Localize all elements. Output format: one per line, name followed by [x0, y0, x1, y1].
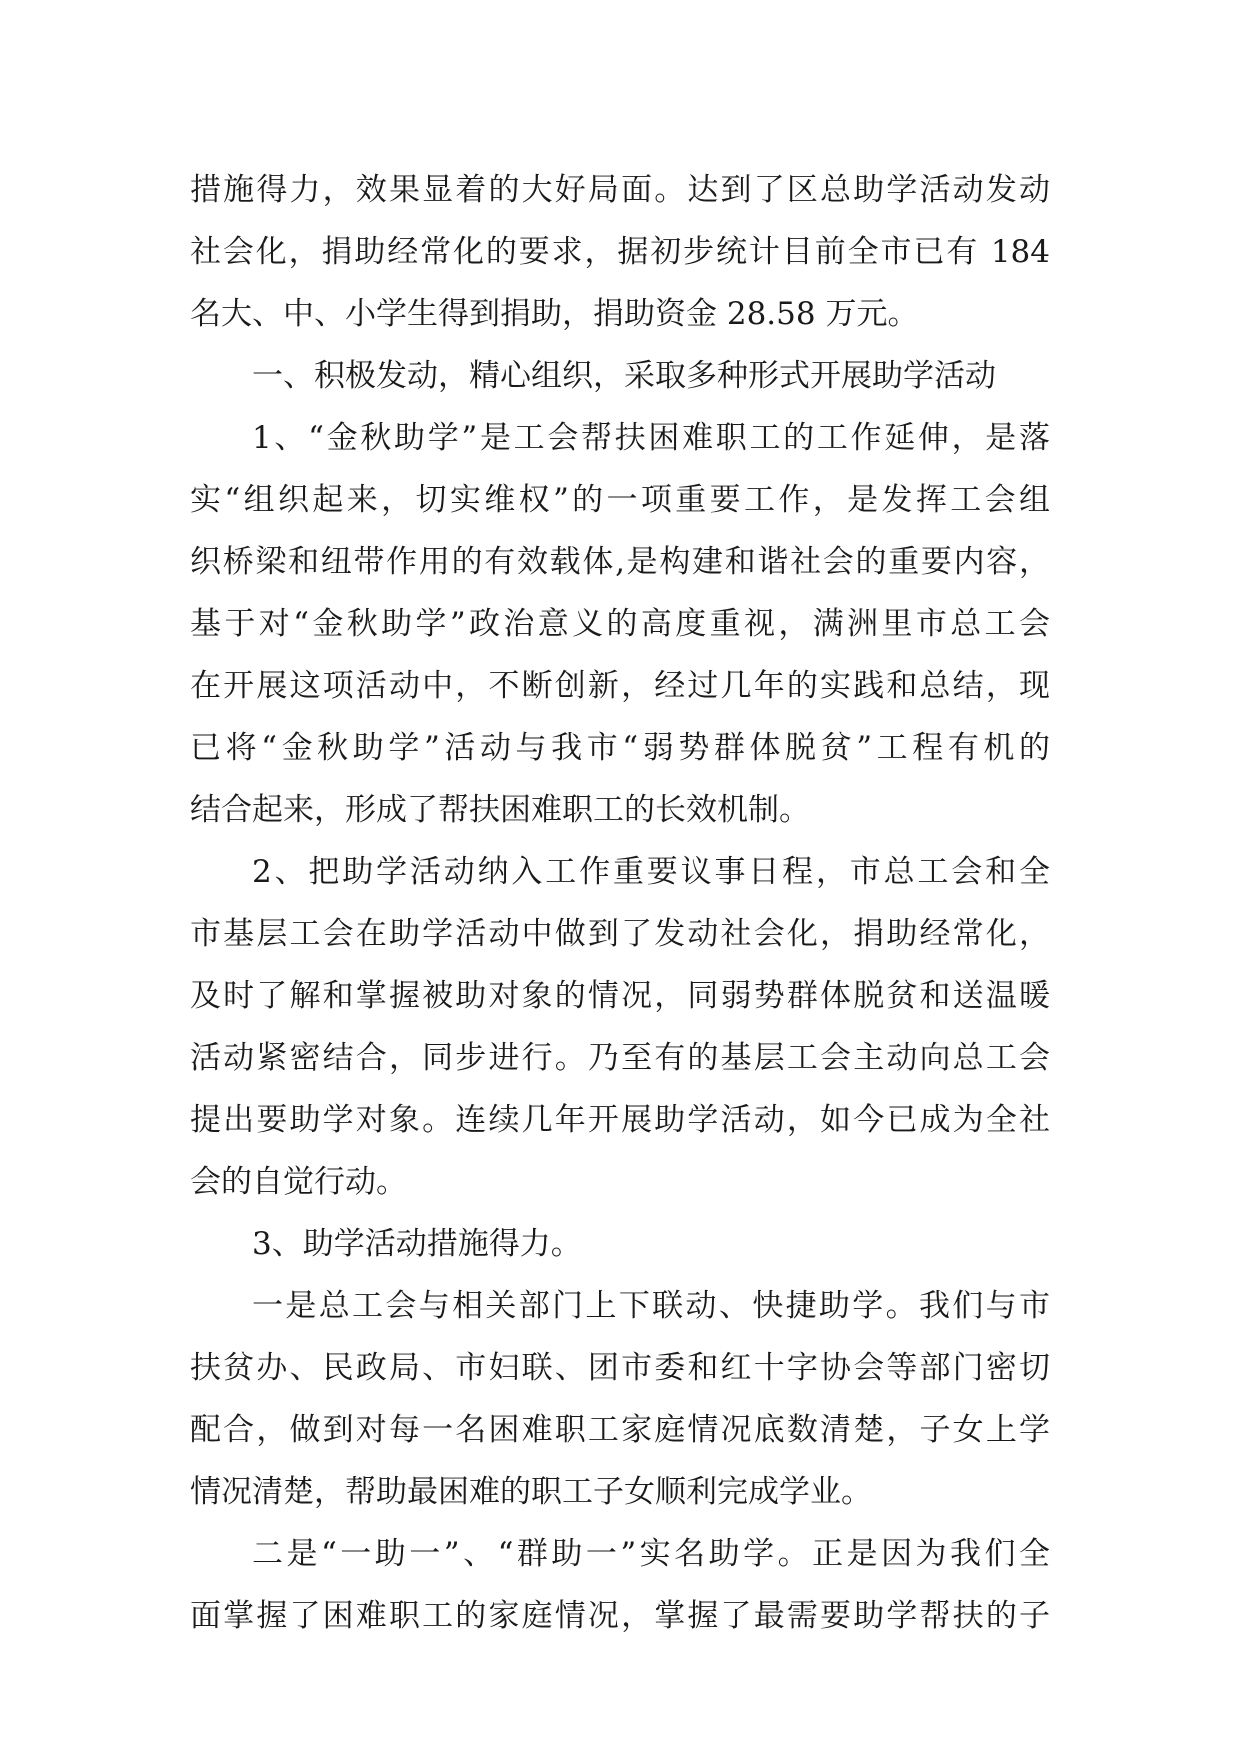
text-line: 情况清楚，帮助最困难的职工子女顺利完成学业。: [190, 1474, 872, 1510]
text-line: 织桥梁和纽带作用的有效载体,是构建和谐社会的重要内容，: [190, 544, 1050, 580]
text-line: 1、“金秋助学”是工会帮扶困难职工的工作延伸，是落: [252, 420, 1050, 456]
text-line: 基于对“金秋助学”政治意义的高度重视，满洲里市总工会: [190, 606, 1050, 642]
text-line: 一是总工会与相关部门上下联动、快捷助学。我们与市: [252, 1288, 1050, 1324]
text-line: 已将“金秋助学”活动与我市“弱势群体脱贫”工程有机的: [190, 730, 1050, 766]
text-line: 名大、中、小学生得到捐助，捐助资金 28.58 万元。: [190, 296, 919, 332]
text-line: 结合起来，形成了帮扶困难职工的长效机制。: [190, 792, 810, 828]
text-line: 会的自觉行动。: [190, 1164, 407, 1200]
text-line: 扶贫办、民政局、市妇联、团市委和红十字协会等部门密切: [190, 1350, 1050, 1386]
text-line: 提出要助学对象。连续几年开展助学活动，如今已成为全社: [190, 1102, 1050, 1138]
text-line: 二是“一助一”、“群助一”实名助学。正是因为我们全: [252, 1536, 1050, 1572]
text-line: 配合，做到对每一名困难职工家庭情况底数清楚，子女上学: [190, 1412, 1050, 1448]
text-line: 在开展这项活动中，不断创新，经过几年的实践和总结，现: [190, 668, 1050, 704]
text-line: 活动紧密结合，同步进行。乃至有的基层工会主动向总工会: [190, 1040, 1050, 1076]
text-line: 及时了解和掌握被助对象的情况，同弱势群体脱贫和送温暖: [190, 978, 1050, 1014]
text-line: 一、积极发动，精心组织，采取多种形式开展助学活动: [252, 358, 996, 394]
text-line: 面掌握了困难职工的家庭情况，掌握了最需要助学帮扶的子: [190, 1598, 1050, 1634]
text-line: 实“组织起来，切实维权”的一项重要工作，是发挥工会组: [190, 482, 1050, 518]
body-text: [190, 159, 1050, 1647]
text-line: 市基层工会在助学活动中做到了发动社会化，捐助经常化，: [190, 916, 1050, 952]
text-line: 措施得力，效果显着的大好局面。达到了区总助学活动发动: [190, 172, 1050, 208]
text-line: 2、把助学活动纳入工作重要议事日程，市总工会和全: [252, 854, 1050, 890]
text-line: 社会化，捐助经常化的要求，据初步统计目前全市已有 184: [190, 234, 1050, 270]
text-line: 3、助学活动措施得力。: [252, 1226, 582, 1262]
